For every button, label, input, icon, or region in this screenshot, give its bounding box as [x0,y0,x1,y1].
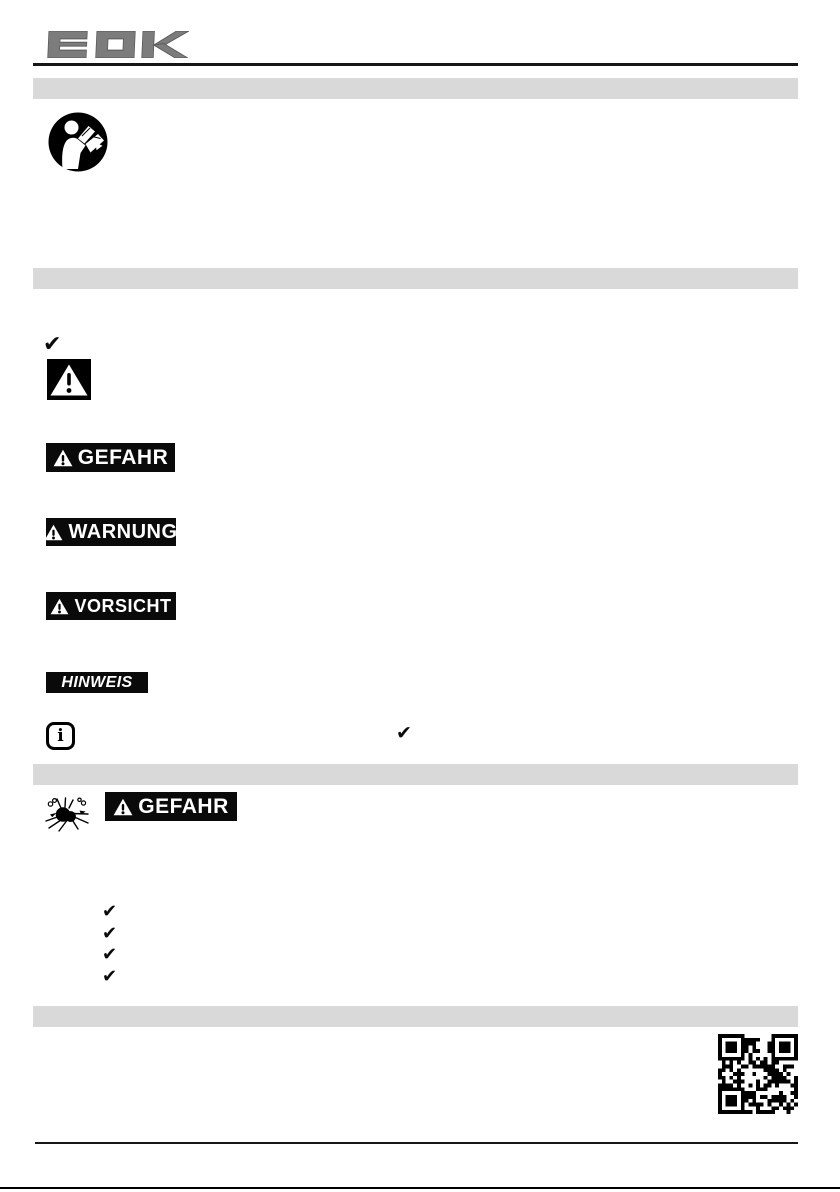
header-divider [33,63,798,66]
warning-triangle-icon [44,524,63,541]
notice-badge [46,672,148,693]
checkmark-icon: ✔ [396,722,412,744]
section-bar [33,78,798,99]
section-bar [33,268,798,289]
section-bar [33,764,798,785]
qr-code [718,1034,798,1114]
warning-triangle-icon [113,798,133,816]
caution-badge [46,592,176,620]
info-icon [46,722,75,750]
page-bottom-edge [0,1187,840,1189]
checkmark-icon: ✔ [102,944,118,965]
read-manual-icon [48,112,108,172]
danger-badge [105,792,237,821]
checklist [102,901,117,987]
gok-logo [47,31,189,58]
checkmark-icon: ✔ [102,901,118,922]
explosion-icon [44,795,90,833]
danger-label: GEFAHR [138,794,229,818]
warning-triangle-icon [50,598,69,615]
warning-triangle-icon [47,359,91,400]
danger-badge [46,443,175,472]
caution-label: VORSICHT [74,595,172,616]
notice-label: HINWEIS [61,673,133,691]
checkmark-icon: ✔ [43,332,62,357]
info-glyph: i [57,725,64,746]
danger-label: GEFAHR [77,445,169,469]
warning-badge [46,518,176,546]
checkmark-icon: ✔ [102,922,118,944]
checkmark-icon: ✔ [102,965,118,987]
warning-label: WARNUNG [68,520,178,543]
warning-triangle-icon [53,449,73,467]
section-bar [33,1006,798,1027]
gok-logo-graphic [47,31,189,58]
footer-divider [35,1142,798,1144]
